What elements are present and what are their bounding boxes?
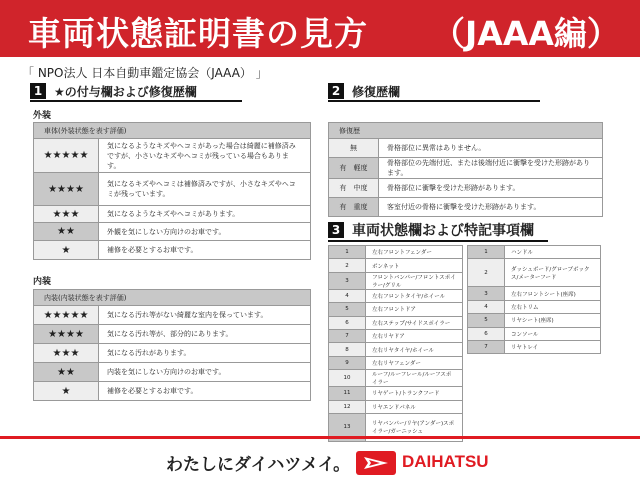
item-number: 7 [468, 340, 505, 353]
table-row [329, 356, 463, 369]
footer-divider [0, 436, 640, 439]
repair-description: 骨格部位の先端付近、または後端付近に衝撃を受けた形跡があります。 [379, 158, 603, 179]
daihatsu-brand: DAIHATSU [402, 452, 489, 471]
item-number: 7 [329, 329, 366, 342]
star-rating: ★★★★ [34, 325, 99, 344]
item-number: 1 [468, 246, 505, 259]
section-title: 修復歴欄 [352, 84, 401, 99]
item-name: 左右ステップ/サイドスポイラー [366, 316, 463, 329]
item-number: 12 [329, 400, 366, 413]
table-row [468, 314, 601, 327]
rating-description: 気になるキズやヘコミは補修済みですが、小さなキズやヘコミが残っています。 [99, 173, 311, 206]
organization-subtitle: 「 NPO法人 日本自動車鑑定協会（JAAA） 」 [22, 66, 268, 80]
item-number: 4 [468, 300, 505, 313]
table-row [329, 316, 463, 329]
item-number: 9 [329, 356, 366, 369]
item-name: 左右フロントタイヤ/ホイール [366, 289, 463, 302]
repair-level: 有 中度 [329, 179, 379, 198]
page-title: 車両状態証明書の見方 [28, 14, 368, 53]
table-row [468, 300, 601, 313]
section-number: 2 [328, 83, 344, 99]
table-row [468, 287, 601, 300]
table-row [329, 246, 463, 259]
table-header: 車体(外装状態を表す評価) [34, 123, 311, 139]
item-name: ルーフ/ルーフレール/ルーフスポイラー [366, 370, 463, 387]
item-number: 1 [329, 246, 366, 259]
table-row [34, 139, 311, 173]
table-row [34, 382, 311, 401]
section-number: 1 [30, 83, 46, 99]
table-row [329, 179, 603, 198]
item-name: リヤシート(座席) [505, 314, 601, 327]
item-name: 左右フロントフェンダー [366, 246, 463, 259]
item-name: リヤトレイ [505, 340, 601, 353]
page-edition: （JAAA編） [432, 14, 620, 53]
item-number: 5 [468, 314, 505, 327]
star-rating: ★★★★ [34, 173, 99, 206]
exterior-rating-table [33, 122, 311, 260]
item-name: 左右リヤドア [366, 329, 463, 342]
item-number: 10 [329, 370, 366, 387]
table-row [34, 363, 311, 382]
table-row [34, 325, 311, 344]
table-row [468, 259, 601, 287]
slogan-logo: わたしにダイハツメイ。 [166, 455, 351, 475]
item-number: 2 [329, 259, 366, 272]
table-row [34, 241, 311, 260]
table-row [329, 139, 603, 158]
item-number: 6 [329, 316, 366, 329]
exterior-items-table [328, 245, 463, 442]
item-name: 左右リヤフェンダー [366, 356, 463, 369]
table-row [329, 303, 463, 316]
item-name: 左右フロントドア [366, 303, 463, 316]
exterior-label: 外装 [33, 111, 52, 121]
item-name: 左右フロントシート(座席) [505, 287, 601, 300]
daihatsu-emblem-icon [356, 451, 396, 475]
rating-description: 気になる汚れ等がない綺麗な室内を保っています。 [99, 306, 311, 325]
star-rating: ★★★★★ [34, 306, 99, 325]
item-number: 4 [329, 289, 366, 302]
item-number: 3 [329, 272, 366, 289]
repair-description: 骨格部位に異常はありません。 [379, 139, 603, 158]
table-row [468, 327, 601, 340]
table-header: 修復歴 [329, 123, 603, 139]
star-rating: ★★ [34, 363, 99, 382]
rating-description: 気になるようなキズやヘコミがあります。 [99, 206, 311, 223]
header-banner [0, 0, 640, 57]
table-row [34, 344, 311, 363]
section-number: 3 [328, 222, 344, 238]
rating-description: 外観を気にしない方向けのお車です。 [99, 223, 311, 241]
table-row [329, 158, 603, 179]
table-header: 内装(内装状態を表す評価) [34, 290, 311, 306]
rating-description: 補修を必要とするお車です。 [99, 382, 311, 401]
rating-description: 内装を気にしない方向けのお車です。 [99, 363, 311, 382]
item-number: 2 [468, 259, 505, 287]
item-name: 左右リヤタイヤ/ホイール [366, 343, 463, 356]
item-name: ボンネット [366, 259, 463, 272]
item-name: リヤゲート/トランクフード [366, 387, 463, 400]
interior-items-table [467, 245, 601, 354]
star-rating: ★★★ [34, 344, 99, 363]
section1-heading [30, 82, 242, 102]
item-name: フロントバンパー/フロントスポイラー/グリル [366, 272, 463, 289]
item-name: ハンドル [505, 246, 601, 259]
table-row [329, 370, 463, 387]
item-number: 5 [329, 303, 366, 316]
table-row [329, 198, 603, 217]
table-row [329, 400, 463, 413]
item-name: リヤバンパー/リヤ(アンダー)スポイラー/ガーニッシュ [366, 413, 463, 441]
item-number: 11 [329, 387, 366, 400]
table-row [34, 173, 311, 206]
item-number: 13 [329, 413, 366, 441]
rating-description: 気になる汚れ等が、部分的にあります。 [99, 325, 311, 344]
rating-description: 気になる汚れがあります。 [99, 344, 311, 363]
table-row [468, 340, 601, 353]
item-number: 8 [329, 343, 366, 356]
section2-heading [328, 82, 540, 102]
rating-description: 補修を必要とするお車です。 [99, 241, 311, 260]
item-name: ダッシュボード/グローブボックス/メーターフード [505, 259, 601, 287]
item-number: 3 [468, 287, 505, 300]
star-rating: ★ [34, 241, 99, 260]
star-rating: ★ [34, 382, 99, 401]
rating-description: 気になるようなキズやヘコミがあった場合は綺麗に補修済みですが、小さいなキズやヘコミが残っている場合もあります。 [99, 139, 311, 173]
repair-history-table [328, 122, 603, 217]
section-title: ★の付与欄および修復歴欄 [54, 84, 197, 99]
table-row [329, 289, 463, 302]
section-title: 車両状態欄および特記事項欄 [352, 223, 534, 239]
item-name: コンソール [505, 327, 601, 340]
repair-level: 無 [329, 139, 379, 158]
table-row [329, 387, 463, 400]
table-row [329, 259, 463, 272]
table-row [34, 223, 311, 241]
interior-label: 内装 [33, 277, 52, 287]
table-row [329, 272, 463, 289]
table-row [34, 206, 311, 223]
repair-level: 有 軽度 [329, 158, 379, 179]
repair-description: 客室付近の骨格に衝撃を受けた形跡があります。 [379, 198, 603, 217]
table-row [329, 343, 463, 356]
repair-description: 骨格部位に衝撃を受けた形跡があります。 [379, 179, 603, 198]
item-name: リヤエンドパネル [366, 400, 463, 413]
interior-rating-table [33, 289, 311, 401]
table-row [468, 246, 601, 259]
item-name: 左右トリム [505, 300, 601, 313]
star-rating: ★★ [34, 223, 99, 241]
star-rating: ★★★★★ [34, 139, 99, 173]
item-number: 6 [468, 327, 505, 340]
table-row [329, 329, 463, 342]
repair-level: 有 重度 [329, 198, 379, 217]
table-row [34, 306, 311, 325]
section3-heading [328, 220, 548, 242]
star-rating: ★★★ [34, 206, 99, 223]
